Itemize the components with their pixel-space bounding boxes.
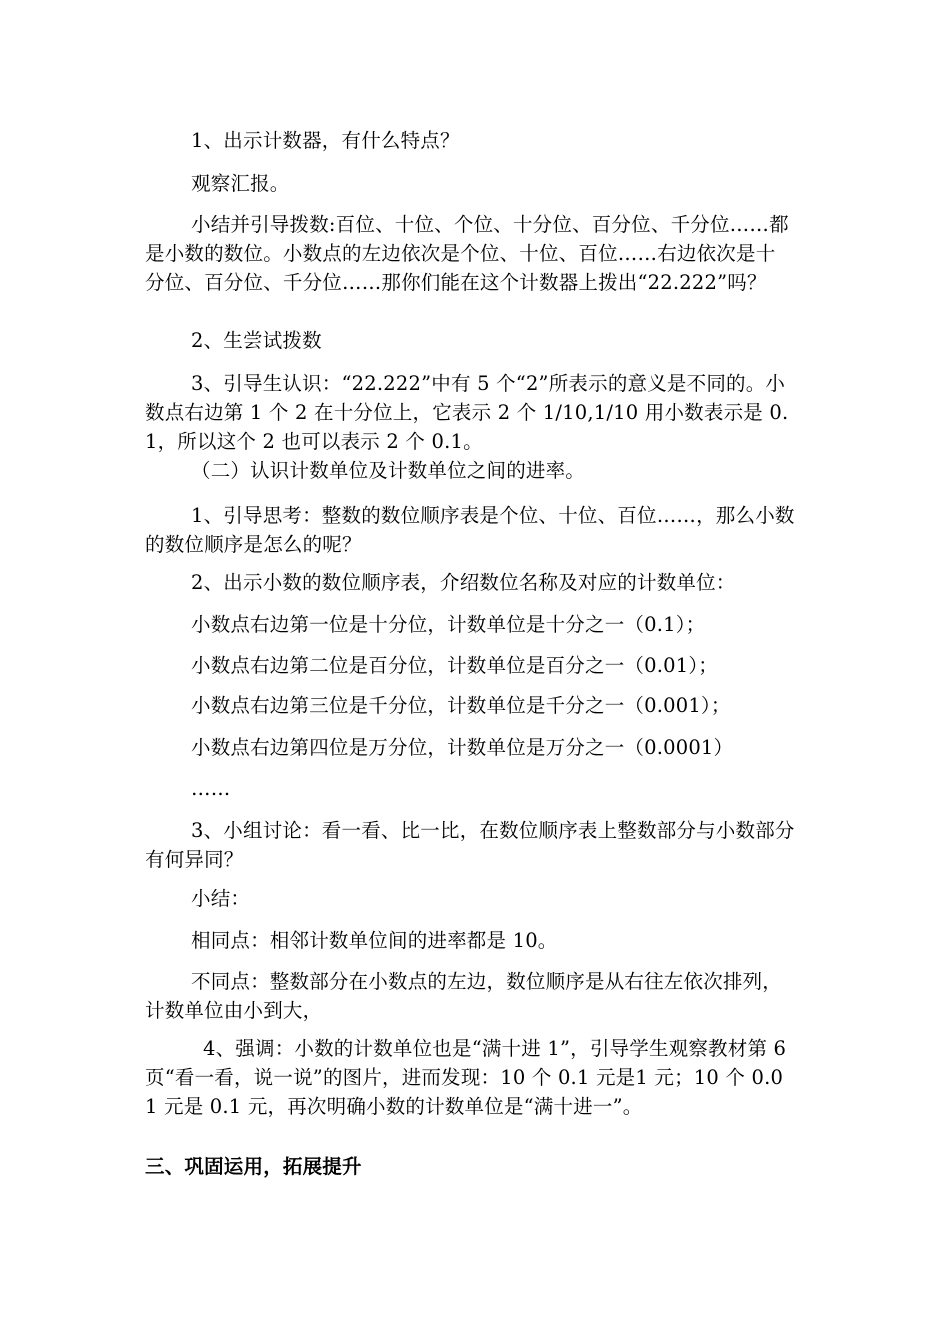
paragraph-ten-thousandths: 小数点右边第四位是万分位，计数单位是万分之一（0.0001） <box>191 736 734 759</box>
paragraph-thousandths: 小数点右边第三位是千分位，计数单位是千分之一（0.001）； <box>191 694 731 717</box>
paragraph-summary-digits: 小结并引导拨数:百位、十位、个位、十分位、百分位、千分位……都是小数的数位。小数点的左边依次是个位、十位、百位……右边依次是十分位、百分位、千分位……那你们能在这个计数器上拨出“22.222”吗？ <box>145 213 789 294</box>
paragraph-observe-report: 观察汇报。 <box>191 172 290 195</box>
section-heading: 三、巩固运用，拓展提升 <box>145 1155 362 1178</box>
paragraph-group-discussion: 3、小组讨论：看一看、比一比，在数位顺序表上整数部分与小数部分有何异同？ <box>145 819 795 871</box>
paragraph-emphasize: 4、强调：小数的计数单位也是“满十进 1”，引导学生观察教材第 6 页“看一看，说一说”的图片，进而发现：10 个 0.1 元是1 元；10 个 0.01 元是 0.1 元，再次明确小数的计数单位是“满十进一”。 <box>145 1037 787 1118</box>
paragraph-show-table: 2、出示小数的数位顺序表，介绍数位名称及对应的计数单位： <box>191 571 736 594</box>
paragraph-summary-label: 小结： <box>191 887 251 910</box>
paragraph-tenths: 小数点右边第一位是十分位，计数单位是十分之一（0.1）； <box>191 613 706 636</box>
paragraph-counter-intro: 1、出示计数器，有什么特点？ <box>191 129 460 152</box>
paragraph-guide-thinking: 1、引导思考：整数的数位顺序表是个位、十位、百位……，那么小数的数位顺序是怎么的呢？ <box>145 504 795 556</box>
paragraph-similarity: 相同点：相邻计数单位间的进率都是 10。 <box>191 929 558 952</box>
paragraph-ellipsis: …… <box>191 777 231 800</box>
paragraph-try-counting: 2、生尝试拨数 <box>191 329 322 352</box>
paragraph-difference: 不同点：整数部分在小数点的左边，数位顺序是从右往左依次排列，计数单位由小到大， <box>145 970 783 1022</box>
paragraph-hundredths: 小数点右边第二位是百分位，计数单位是百分之一（0.01）； <box>191 654 718 677</box>
paragraph-recognize-meaning: 3、引导生认识：“22.222”中有 5 个“2”所表示的意义是不同的。小数点右边第 1 个 2 在十分位上，它表示 2 个 1/10,1/10 用小数表示是 0.1，所以这个 2 也可以表示 2 个 0.1。 <box>145 372 789 453</box>
paragraph-subsection-units: （二）认识计数单位及计数单位之间的进率。 <box>191 459 586 482</box>
